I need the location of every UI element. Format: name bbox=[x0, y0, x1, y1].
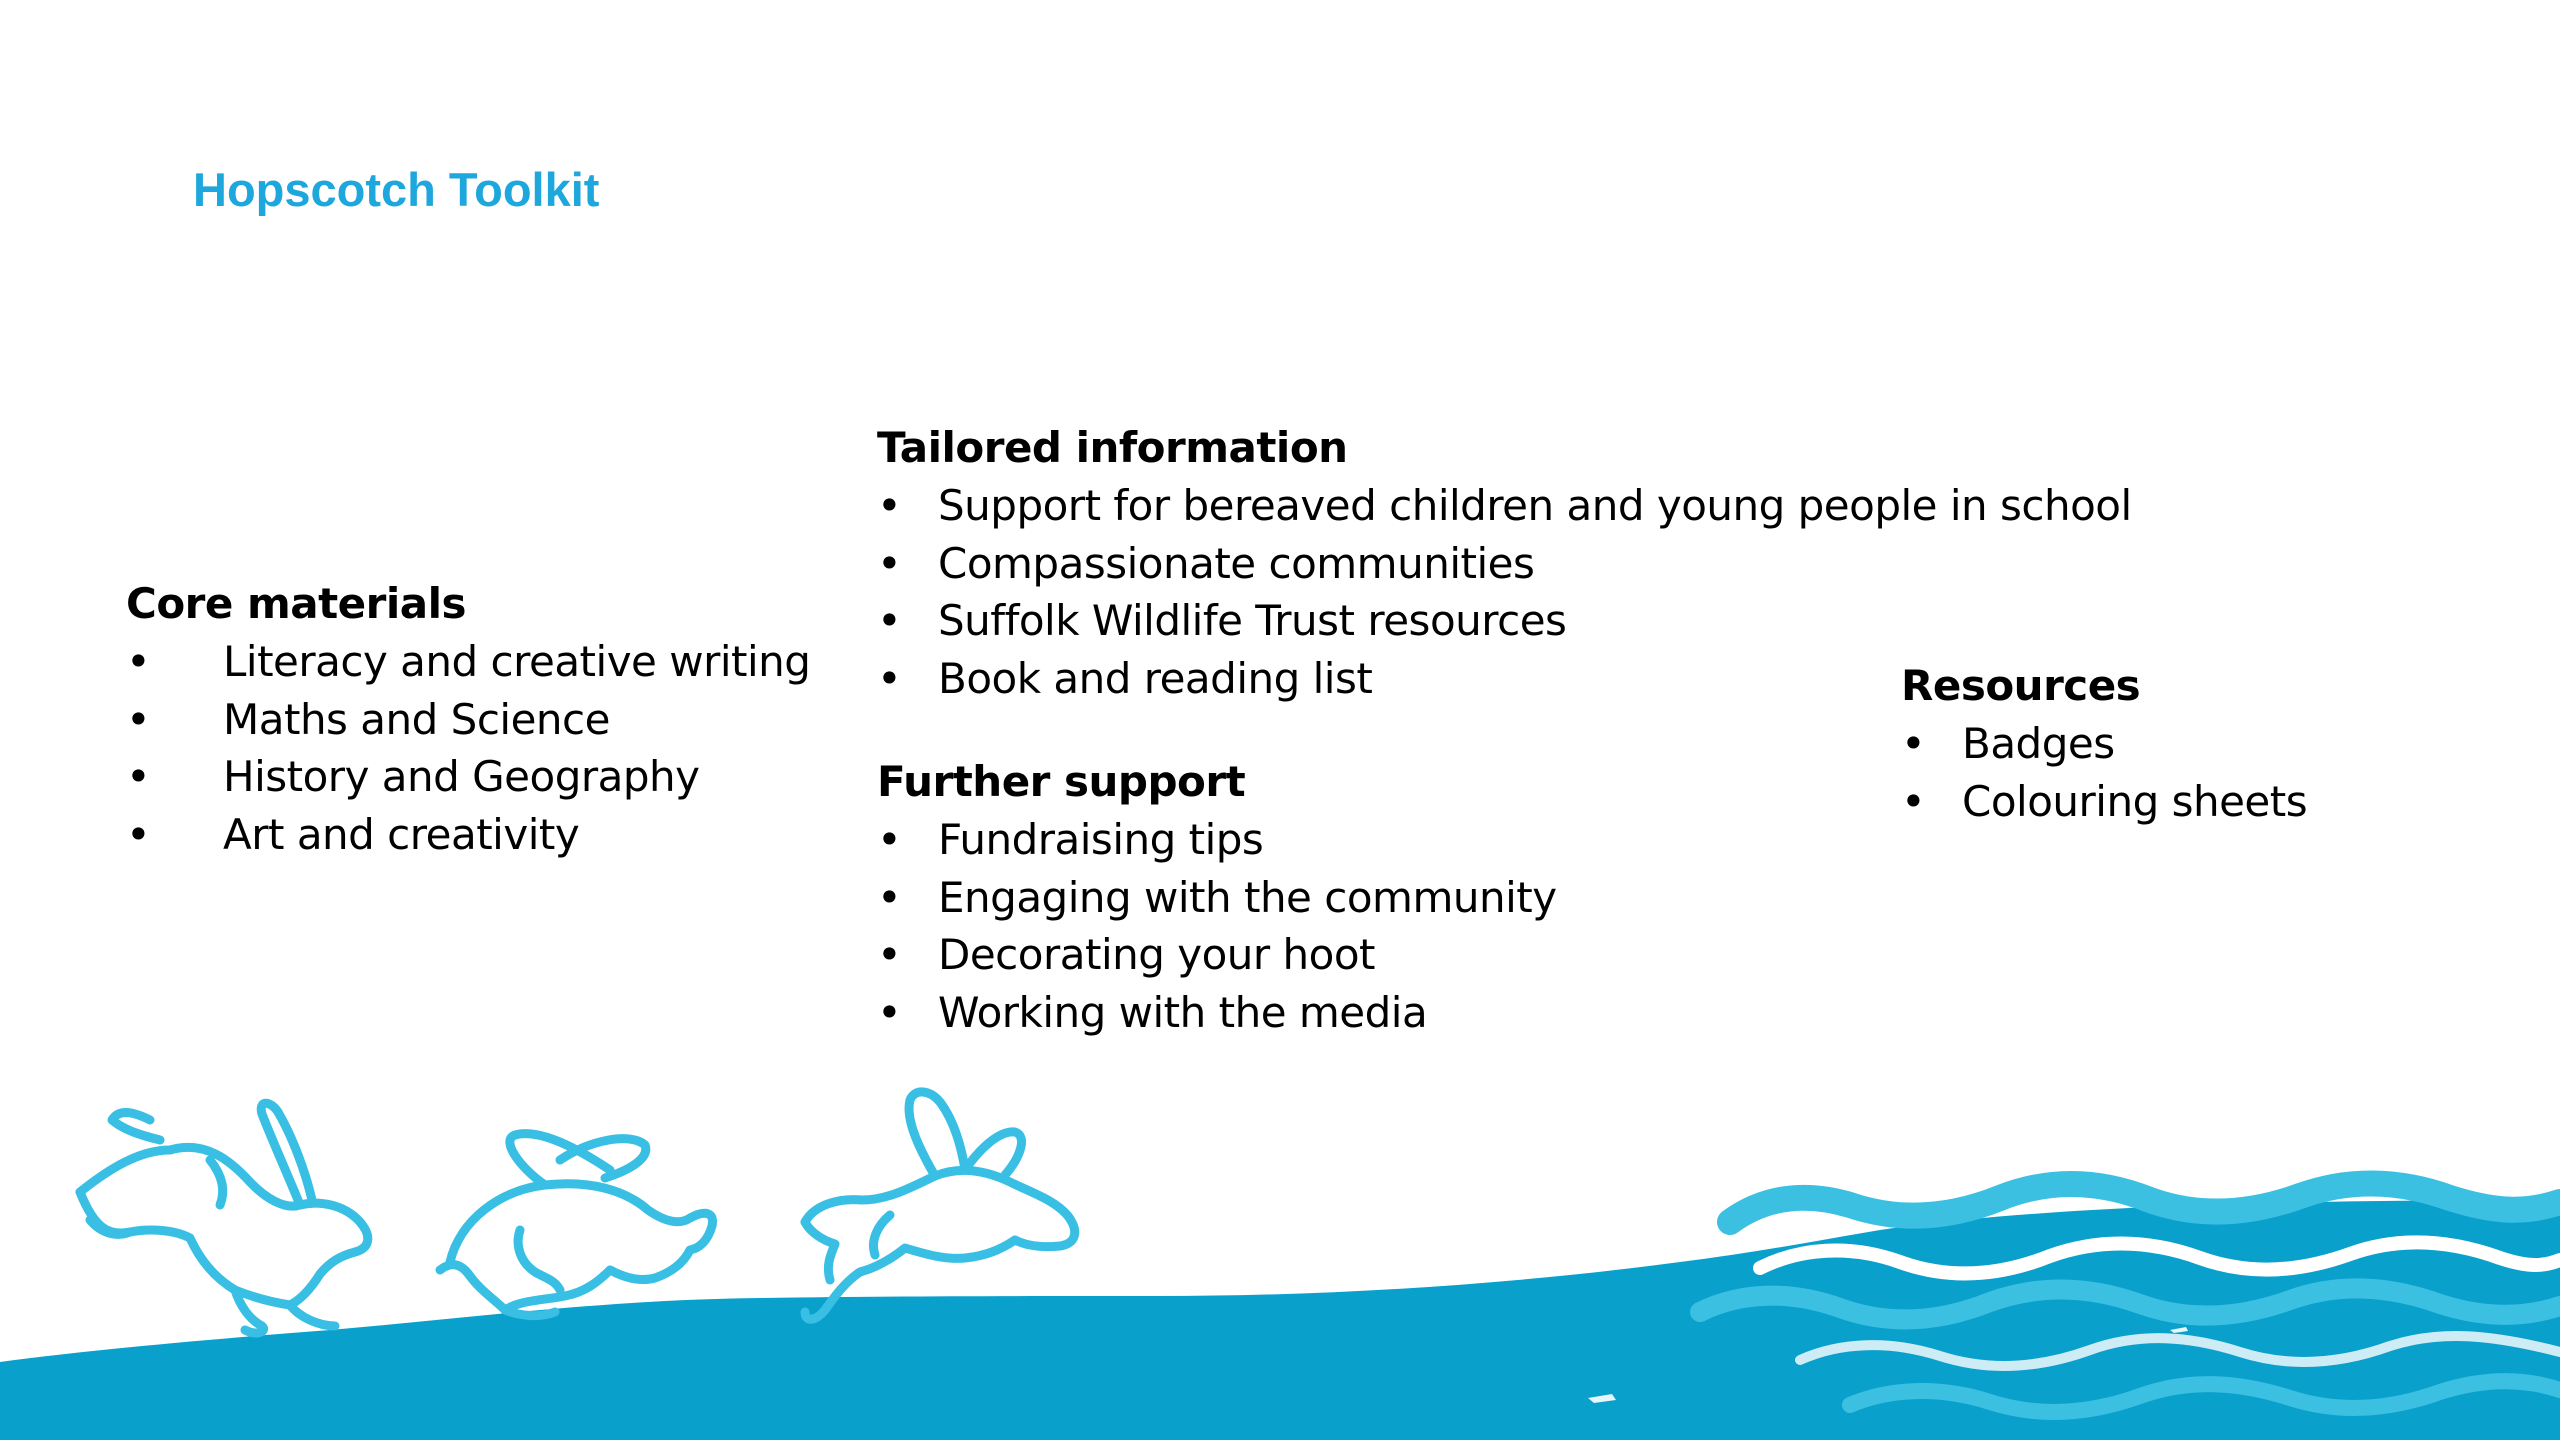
bullet: • bbox=[877, 596, 902, 645]
list-item: • Art and creativity bbox=[126, 806, 810, 864]
list-item: • Engaging with the community bbox=[877, 869, 1557, 927]
list-item: • Working with the media bbox=[877, 984, 1557, 1042]
hare-icon bbox=[805, 1092, 1075, 1319]
bullet: • bbox=[877, 987, 902, 1037]
list-item: • Colouring sheets bbox=[1901, 773, 2307, 831]
bullet: • bbox=[126, 809, 151, 859]
page-title: Hopscotch Toolkit bbox=[193, 163, 600, 216]
list-item: • Compassionate communities bbox=[877, 535, 2132, 593]
list-item: • History and Geography bbox=[126, 748, 810, 806]
list-item: • Literacy and creative writing bbox=[126, 633, 810, 691]
bullet: • bbox=[877, 538, 902, 588]
list-item: • Fundraising tips bbox=[877, 811, 1557, 869]
bullet: • bbox=[126, 752, 151, 801]
further-support-heading: Further support bbox=[877, 757, 1246, 806]
bullet: • bbox=[877, 815, 902, 864]
list-item: • Maths and Science bbox=[126, 691, 810, 749]
list-item: • Support for bereaved children and young people in school bbox=[877, 477, 2132, 535]
bullet: • bbox=[126, 694, 151, 744]
core-materials-heading: Core materials bbox=[126, 579, 467, 628]
bullet: • bbox=[126, 637, 151, 686]
resources-heading: Resources bbox=[1901, 661, 2141, 710]
bullet: • bbox=[1901, 719, 1926, 768]
hare-icon bbox=[80, 1103, 368, 1333]
bullet: • bbox=[877, 872, 902, 922]
list-item: • Suffolk Wildlife Trust resources bbox=[877, 592, 2132, 650]
tailored-information-heading: Tailored information bbox=[877, 423, 1348, 472]
bullet: • bbox=[877, 481, 902, 530]
bullet: • bbox=[1901, 776, 1926, 826]
list-item: • Decorating your hoot bbox=[877, 926, 1557, 984]
bullet: • bbox=[877, 653, 902, 703]
bullet: • bbox=[877, 930, 902, 979]
list-item: • Book and reading list bbox=[877, 650, 2132, 708]
list-item: • Badges bbox=[1901, 715, 2307, 773]
hare-icon bbox=[440, 1134, 713, 1316]
